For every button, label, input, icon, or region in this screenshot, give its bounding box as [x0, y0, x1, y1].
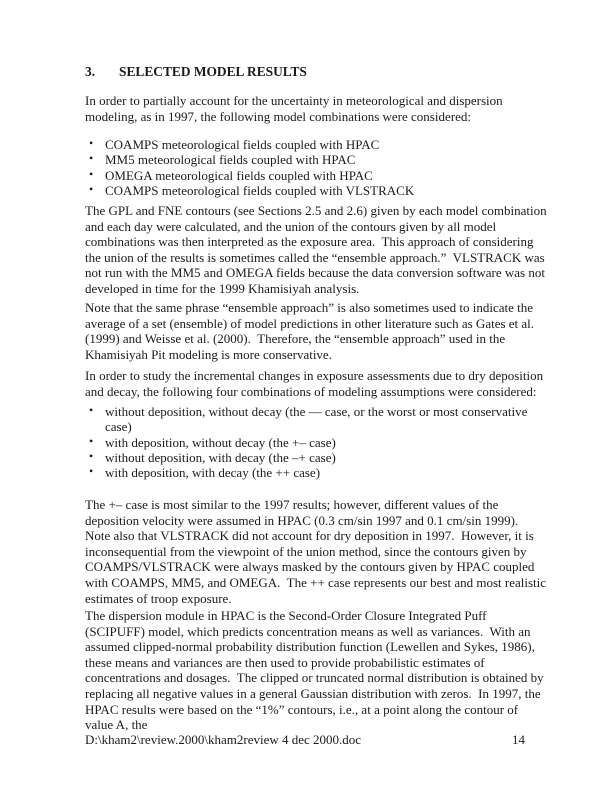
bullet-icon: • — [89, 403, 94, 417]
list-item — [85, 450, 548, 465]
list-item — [85, 435, 548, 450]
paragraph-gpl-fne-contours: The GPL and FNE contours (see Sections 2.5 and 2.6) given by each model combination and each day were calculated, and the union of the contours given by all model combinations was then interpreted as the exposure area. This approach of considering the union of the results is sometimes called the “ensemble approach.” VLSTRACK was not run with the MM5 and OMEGA fields because the data conversion software was not developed in time for the 1999 Khamisiyah analysis. — [85, 203, 550, 296]
paragraph-study: In order to study the incremental changes in exposure assessments due to dry deposition and decay, the following four combinations of modeling assumptions were considered: — [85, 368, 547, 399]
list-item — [85, 465, 548, 480]
bullet-icon: • — [89, 464, 94, 479]
section-heading — [85, 64, 307, 80]
list-item — [85, 137, 548, 152]
list-item-text: without deposition, with decay (the –+ case) — [105, 449, 336, 465]
footer-file-path: D:\kham2\review.2000\kham2review 4 dec 2000.doc — [85, 732, 362, 747]
bullet-icon: • — [89, 448, 94, 463]
list-item-text: without deposition, without decay (the –– case, or the worst or most conservative case) — [105, 404, 528, 435]
list-item — [85, 183, 548, 198]
list-item — [85, 152, 548, 167]
list-item-text: COAMPS meteorological fields coupled with HPAC — [105, 137, 380, 152]
list-item — [85, 168, 548, 183]
bullet-icon: • — [89, 151, 94, 166]
bullet-icon: • — [89, 433, 94, 448]
section-number: 3. — [85, 64, 96, 79]
list-item-text: with deposition, with decay (the ++ case) — [105, 465, 321, 481]
paragraph-dispersion-module: The dispersion module in HPAC is the Second-Order Closure Integrated Puff (SCIPUFF) model, which predicts concentration means as well as variances. With an assumed clipped-normal probability distribution function (Lewellen and Sykes, 1986), these means and variances are then used to provide probabilistic estimates of concentrations and dosages. The clipped or truncated normal distribution is obtained by replacing all negative values in a general Gaussian distribution with zeros. In 1997, the HPAC results were based on the “1%” contours, i.e., at a point along the contour of value A, the — [85, 608, 547, 733]
bullet-icon: • — [89, 181, 94, 196]
model-combinations-list — [85, 137, 548, 198]
list-item-text: with deposition, without decay (the +– case) — [105, 434, 336, 450]
paragraph-plus-minus-case: The +– case is most similar to the 1997 results; however, different values of the deposition velocity were assumed in HPAC (0.3 cm/sin 1997 and 0.1 cm/sin 1999). Note also that VLSTRACK did not account for dry deposition in 1997. However, it is inconsequential from the viewpoint of the union method, since the contours given by COAMPS/VLSTRACK were always masked by the contours given by HPAC coupled with COAMPS, MM5, and OMEGA. The ++ case represents our best and most realistic estimates of troop exposure. — [85, 497, 550, 606]
list-item — [85, 404, 548, 435]
bullet-icon: • — [89, 136, 94, 150]
paragraph-intro: In order to partially account for the uncertainty in meteorological and dispersion modeling, as in 1997, the following model combinations were considered: — [85, 93, 506, 124]
paragraph-note-ensemble: Note that the same phrase “ensemble approach” is also sometimes used to indicate the average of a set (ensemble) of model predictions in other literature such as Gates et al. (1999) and Weisse et al. (2000). Therefore, the “ensemble approach” used in the Khamisiyah Pit modeling is more conservative. — [85, 300, 538, 362]
bullet-icon: • — [89, 166, 94, 181]
footer-page-number: 14 — [512, 732, 525, 747]
list-item-text: OMEGA meteorological fields coupled with HPAC — [105, 167, 373, 183]
page-footer — [85, 732, 525, 748]
list-item-text: MM5 meteorological fields coupled with HPAC — [105, 152, 356, 168]
modeling-assumptions-list — [85, 404, 548, 480]
list-item-text: COAMPS meteorological fields coupled with VLSTRACK — [105, 182, 415, 198]
section-title: SELECTED MODEL RESULTS — [119, 64, 307, 79]
